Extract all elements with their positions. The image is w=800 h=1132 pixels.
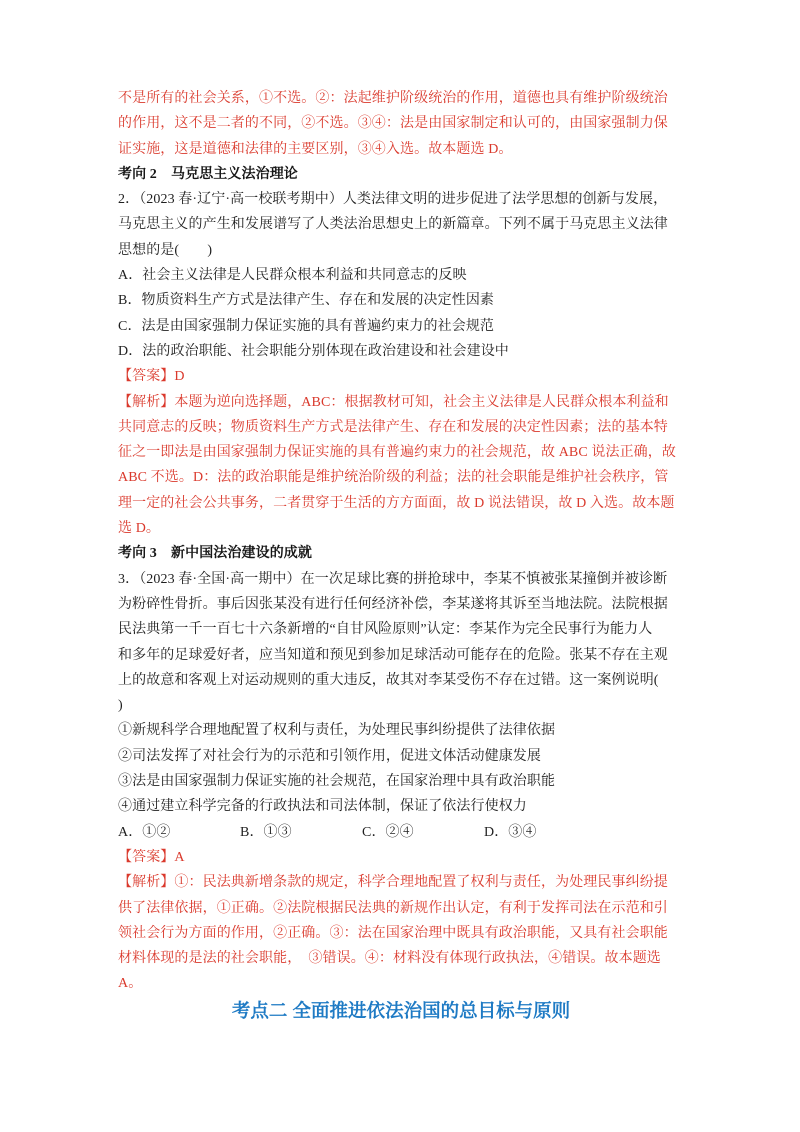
answer-explanation-line: 不是所有的社会关系，①不选。②：法起维护阶级统治的作用，道德也具有维护阶级统治: [118, 91, 668, 106]
question-text-line: 上的故意和客观上对运动规则的重大违反，故其对李某受伤不存在过错。这一案例说明(: [118, 672, 659, 688]
answer-explanation-line: 选 D。: [118, 521, 161, 537]
answer-explanation-line: 【答案】D: [118, 369, 185, 385]
option-item: B．①③: [240, 824, 292, 840]
question-text-line: ②司法发挥了对社会行为的示范和引领作用，促进文体活动健康发展: [118, 748, 541, 764]
option-item: A．①②: [118, 824, 171, 840]
option-item: C．②④: [362, 824, 414, 840]
answer-explanation-line: 【答案】A: [118, 849, 185, 865]
answer-explanation-line: 【解析】①：民法典新增条款的规定，科学合理地配置了权利与责任，为处理民事纠纷提: [118, 875, 668, 891]
question-text-line: A．社会主义法律是人民群众根本利益和共同意志的反映: [118, 268, 467, 284]
question-text-line: B．物质资料生产方式是法律产生、存在和发展的决定性因素: [118, 293, 495, 309]
question-text-line: 民法典第一千一百七十六条新增的“自甘风险原则”认定：李某作为完全民事行为能力人: [118, 622, 653, 638]
question-text-line: ①新规科学合理地配置了权利与责任，为处理民事纠纷提供了法律依据: [118, 723, 556, 739]
question-text-line: ): [118, 698, 123, 714]
answer-explanation-line: 理一定的社会公共事务，二者贯穿于生活的方方面面，故 D 说法错误，故 D 入选。故本题: [118, 495, 675, 511]
question-text-line: ④通过建立科学完备的行政执法和司法体制，保证了依法行使权力: [118, 799, 527, 815]
answer-explanation-line: 的作用，这不是二者的不同，②不选。③④：法是由国家制定和认可的，由国家强制力保: [118, 116, 668, 132]
subsection-heading: 考向 2 马克思主义法治理论: [118, 166, 298, 182]
question-text-line: 3．（2023 春·全国·高一期中）在一次足球比赛的拼抢球中，李某不慎被张某撞倒并被诊断: [118, 571, 668, 587]
question-text-line: ③法是由国家强制力保证实施的社会规范，在国家治理中具有政治职能: [118, 774, 556, 790]
question-text-line: C．法是由国家强制力保证实施的具有普遍约束力的社会规范: [118, 318, 495, 334]
document-lines: [118, 86, 684, 997]
answer-explanation-line: ABC 不选。D：法的政治职能是维护统治阶级的利益；法的社会职能是维护社会秩序，管: [118, 470, 669, 486]
section-heading-kaodian-2: 考点二 全面推进依法治国的总目标与原则: [231, 999, 571, 1021]
answer-explanation-line: A。: [118, 976, 143, 992]
answer-explanation-line: 材料体现的是法的社会职能， ③错误。④：材料没有体现行政执法，④错误。故本题选: [118, 951, 661, 967]
question-text-line: 为粉碎性骨折。事后因张某没有进行任何经济补偿，李某遂将其诉至当地法院。法院根据: [118, 596, 668, 612]
question-text-line: 思想的是( ): [118, 242, 213, 258]
option-item: D．③④: [484, 824, 537, 840]
answer-options-row: [118, 820, 684, 845]
answer-explanation-line: 共同意志的反映；物质资料生产方式是法律产生、存在和发展的决定性因素；法的基本特: [118, 419, 668, 435]
answer-explanation-line: 证实施，这是道德和法律的主要区别，③④入选。故本题选 D。: [118, 141, 513, 157]
document-content: [118, 86, 684, 1024]
question-text-line: 马克思主义的产生和发展谱写了人类法治思想史上的新篇章。下列不属于马克思主义法律: [118, 217, 668, 233]
answer-explanation-line: 领社会行为方面的作用，②正确。③：法在国家治理中既具有政治职能，又具有社会职能: [118, 925, 668, 941]
answer-explanation-line: 征之一即法是由国家强制力保证实施的具有普遍约束力的社会规范，故 ABC 说法正确，故: [118, 445, 676, 461]
answer-explanation-line: 【解析】本题为逆向选择题，ABC：根据教材可知，社会主义法律是人民群众根本利益和: [118, 394, 669, 410]
subsection-heading: 考向 3 新中国法治建设的成就: [118, 546, 312, 562]
question-text-line: 和多年的足球爱好者，应当知道和预见到参加足球活动可能存在的危险。张某不存在主观: [118, 647, 668, 663]
question-text-line: D．法的政治职能、社会职能分别体现在政治建设和社会建设中: [118, 343, 509, 359]
question-text-line: 2．（2023 春·辽宁·高一校联考期中）人类法律文明的进步促进了法学思想的创新与发展，: [118, 192, 668, 208]
answer-explanation-line: 供了法律依据，①正确。②法院根据民法典的新规作出认定，有利于发挥司法在示范和引: [118, 900, 668, 916]
